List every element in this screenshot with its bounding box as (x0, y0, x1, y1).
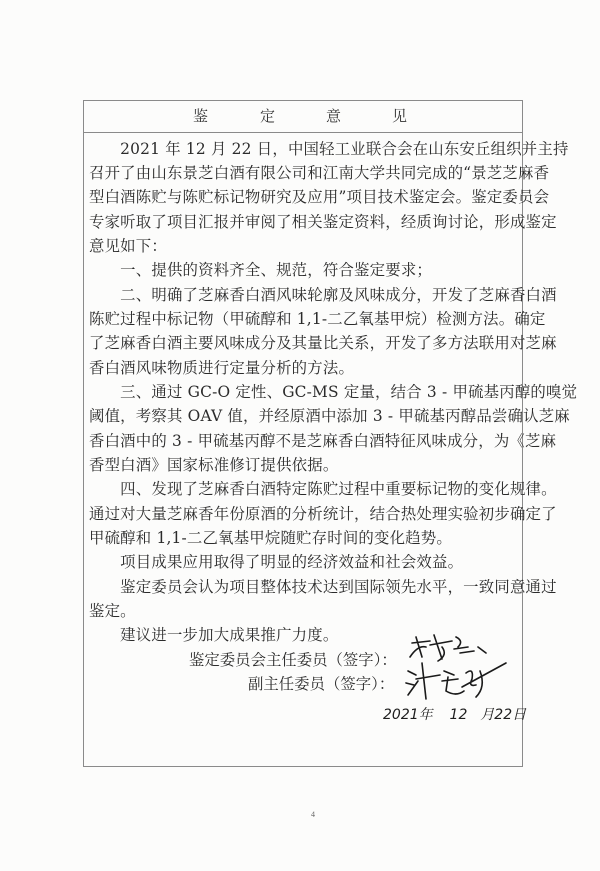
text-line: 香型白酒》国家标准修订提供依据。 (89, 456, 339, 474)
text-line: 香白酒风味物质进行定量分析的方法。 (89, 359, 355, 377)
text-line: 陈贮过程中标记物（甲硫醇和 1,1-二乙氧基甲烷）检测方法。确定 (89, 310, 546, 328)
date-month-unit: 月 (480, 707, 495, 723)
text-line: 一、提供的资料齐全、规范，符合鉴定要求； (89, 261, 432, 279)
text-line: 了芝麻香白酒主要风味成分及其量比关系，开发了多方法联用对芝麻 (89, 334, 557, 352)
date-month: 12 (449, 707, 468, 723)
text-line: 型白酒陈贮与陈贮标记物研究及应用”项目技术鉴定会。鉴定委员会 (89, 188, 550, 206)
text-line: 2021 年 12 月 22 日，中国轻工业联合会在山东安丘组织并主持 (89, 140, 569, 158)
title-char-2: 定 (260, 107, 276, 125)
box-header (84, 101, 522, 133)
text-line: 鉴定。 (89, 602, 136, 620)
date-year: 2021年 (383, 707, 433, 723)
text-line: 项目成果应用取得了明显的经济效益和社会效益。 (89, 553, 464, 571)
text-line: 二、明确了芝麻香白酒风味轮廓及风味成分，开发了芝麻香白酒 (89, 286, 557, 304)
text-line: 建议进一步加大成果推广力度。 (89, 626, 339, 644)
text-line: 召开了由山东景芝白酒有限公司和江南大学共同完成的“景芝芝麻香 (89, 164, 550, 182)
title-char-1: 鉴 (193, 107, 209, 125)
date-day: 22日 (494, 707, 527, 723)
text-line: 阈值，考察其 OAV 值，并经原酒中添加 3 - 甲硫基丙醇品尝确认芝麻 (89, 407, 570, 425)
text-line: 香白酒中的 3 - 甲硫基丙醇不是芝麻香白酒特征风味成分，为《芝麻 (89, 432, 557, 450)
page-number: 4 (311, 810, 315, 819)
text-line: 甲硫醇和 1,1-二乙氧基甲烷随贮存时间的变化趋势。 (89, 529, 452, 547)
signature-date (383, 704, 526, 724)
text-line: 三、通过 GC-O 定性、GC-MS 定量，结合 3 - 甲硫基丙醇的嗅觉 (89, 383, 578, 401)
text-line: 鉴定委员会认为项目整体技术达到国际领先水平，一致同意通过 (89, 578, 557, 596)
text-line: 通过对大量芝麻香年份原酒的分析统计，结合热处理实验初步确定了 (89, 505, 557, 523)
vice-chair-handwritten-signature (402, 657, 512, 701)
appraisal-opinion-box (83, 100, 578, 767)
title-char-4: 见 (392, 107, 408, 125)
text-line: 意见如下： (89, 237, 167, 255)
text-line: 专家听取了项目汇报并审阅了相关鉴定资料，经质询讨论，形成鉴定 (89, 213, 557, 231)
vice-chair-signature-label: 副主任委员（签字）： (248, 675, 395, 693)
chair-signature-label: 鉴定委员会主任委员（签字）： (189, 651, 397, 669)
text-line: 四、发现了芝麻香白酒特定陈贮过程中重要标记物的变化规律。 (89, 480, 557, 498)
title-char-3: 意 (326, 107, 342, 125)
